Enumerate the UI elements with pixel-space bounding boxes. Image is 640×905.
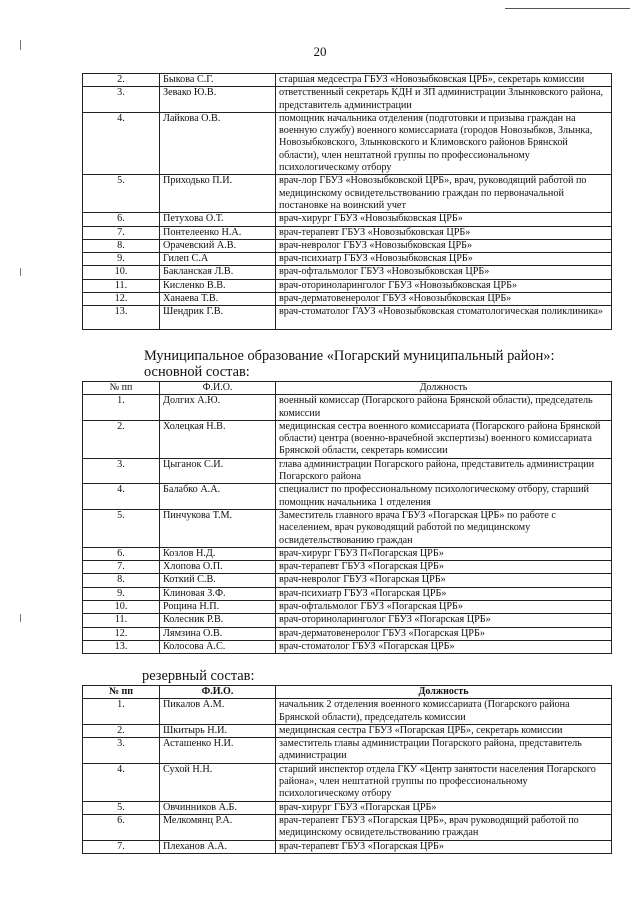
table-row [83, 395, 612, 421]
person-name: Плеханов А.А. [160, 840, 276, 853]
row-number: 8. [83, 239, 160, 252]
row-number: 2. [83, 420, 160, 458]
table-row [83, 840, 612, 853]
table-row [83, 175, 612, 213]
person-position: медицинская сестра военного комиссариата (Погарского района Брянской области) центра (военно-врачебной экспертизы) военного комиссариата Брянской области, секретарь комиссии [276, 420, 612, 458]
person-name: Рощина Н.П. [160, 601, 276, 614]
row-number: 6. [83, 547, 160, 560]
person-position: старшая медсестра ГБУЗ «Новозыбковская ЦРБ», секретарь комиссии [276, 74, 612, 87]
table-row [83, 484, 612, 510]
table-row [83, 801, 612, 814]
header-position: Должность [276, 686, 612, 699]
table-row [83, 74, 612, 87]
person-position: помощник начальника отделения (подготовки и призыва граждан на военную службу) военного комиссариата (городов Новозыбков, Злынка, Новозыбковского, Злынковского и Климовского районов Брянской области), член нештатной группы по профессиональному психологическому отбору [276, 112, 612, 174]
person-name: Зевако Ю.В. [160, 87, 276, 113]
person-name: Гилеп С.А [160, 253, 276, 266]
table-row [83, 738, 612, 764]
row-number: 7. [83, 561, 160, 574]
person-position: врач-оториноларинголог ГБУЗ «Новозыбковская ЦРБ» [276, 279, 612, 292]
table-row [83, 458, 612, 484]
table-header-row [83, 382, 612, 395]
person-name: Бакланская Л.В. [160, 266, 276, 279]
table-row [83, 279, 612, 292]
person-position: врач-дерматовенеролог ГБУЗ «Погарская ЦРБ» [276, 627, 612, 640]
person-position: ответственный секретарь КДН и ЗП администрации Злынковского района, представитель администрации [276, 87, 612, 113]
person-position: врач-психиатр ГБУЗ «Новозыбковская ЦРБ» [276, 253, 612, 266]
table-row [83, 724, 612, 737]
table-row [83, 763, 612, 801]
table-row [83, 587, 612, 600]
person-name: Балабко А.А. [160, 484, 276, 510]
section-subheading: основной состав: [144, 364, 250, 380]
person-name: Ханаева Т.В. [160, 293, 276, 306]
commission-table-continued [82, 73, 612, 330]
row-number: 3. [83, 738, 160, 764]
person-position: старший инспектор отдела ГКУ «Центр занятости населения Погарского района», член нештатной группы по профессиональному психологическому отбору [276, 763, 612, 801]
person-name: Быкова С.Г. [160, 74, 276, 87]
person-position: военный комиссар (Погарского района Брянской области), председатель комиссии [276, 395, 612, 421]
table-header-row [83, 686, 612, 699]
section-heading: Муниципальное образование «Погарский муниципальный район»: [144, 348, 555, 364]
person-name: Кисленко В.В. [160, 279, 276, 292]
person-position: глава администрации Погарского района, представитель администрации Погарского района [276, 458, 612, 484]
row-number: 4. [83, 484, 160, 510]
person-position: врач-хирург ГБУЗ «Погарская ЦРБ» [276, 801, 612, 814]
person-position: врач-оториноларинголог ГБУЗ «Погарская ЦРБ» [276, 614, 612, 627]
person-name: Понтелеенко Н.А. [160, 226, 276, 239]
person-name: Орачевский А.В. [160, 239, 276, 252]
person-name: Лямзина О.В. [160, 627, 276, 640]
row-number: 11. [83, 279, 160, 292]
row-number: 2. [83, 74, 160, 87]
person-position: врач-дерматовенеролог ГБУЗ «Новозыбковская ЦРБ» [276, 293, 612, 306]
header-position: Должность [276, 382, 612, 395]
header-name: Ф.И.О. [160, 382, 276, 395]
person-name: Клиновая З.Ф. [160, 587, 276, 600]
reserve-commission-table [82, 685, 612, 854]
person-name: Мелкомянц Р.А. [160, 814, 276, 840]
person-name: Сухой Н.Н. [160, 763, 276, 801]
reserve-heading: резервный состав: [142, 668, 255, 684]
table-row [83, 306, 612, 330]
row-number: 7. [83, 226, 160, 239]
person-position: специалист по профессиональному психологическому отбору, старший помощник начальника 1 отделения [276, 484, 612, 510]
person-name: Овчинников А.Б. [160, 801, 276, 814]
person-position: врач-стоматолог ГАУЗ «Новозыбковская стоматологическая поликлиника» [276, 306, 612, 330]
person-position: врач-стоматолог ГБУЗ «Погарская ЦРБ» [276, 640, 612, 653]
row-number: 3. [83, 87, 160, 113]
margin-mark [20, 614, 21, 622]
table-row [83, 614, 612, 627]
table-row [83, 226, 612, 239]
row-number: 4. [83, 112, 160, 174]
page-number: 20 [313, 44, 327, 59]
table-row [83, 574, 612, 587]
row-number: 12. [83, 627, 160, 640]
row-number: 6. [83, 213, 160, 226]
header-num: № пп [83, 686, 160, 699]
row-number: 1. [83, 395, 160, 421]
person-name: Долгих А.Ю. [160, 395, 276, 421]
person-name: Холецкая Н.В. [160, 420, 276, 458]
row-number: 4. [83, 763, 160, 801]
person-position: врач-терапевт ГБУЗ «Погарская ЦРБ» [276, 561, 612, 574]
person-position: врач-офтальмолог ГБУЗ «Погарская ЦРБ» [276, 601, 612, 614]
person-name: Колесник Р.В. [160, 614, 276, 627]
person-name: Козлов Н.Д. [160, 547, 276, 560]
person-position: врач-психиатр ГБУЗ «Погарская ЦРБ» [276, 587, 612, 600]
row-number: 10. [83, 601, 160, 614]
table-row [83, 112, 612, 174]
person-position: врач-терапевт ГБУЗ «Новозыбковская ЦРБ» [276, 226, 612, 239]
person-name: Шендрик Г.В. [160, 306, 276, 330]
person-position: начальник 2 отделения военного комиссариата (Погарского района Брянской области), председатель комиссии [276, 699, 612, 725]
header-num: № пп [83, 382, 160, 395]
person-name: Шкитырь Н.И. [160, 724, 276, 737]
person-name: Колосова А.С. [160, 640, 276, 653]
table-row [83, 601, 612, 614]
row-number: 13. [83, 640, 160, 653]
row-number: 7. [83, 840, 160, 853]
row-number: 5. [83, 801, 160, 814]
person-name: Лайкова О.В. [160, 112, 276, 174]
table-row [83, 640, 612, 653]
margin-mark [20, 268, 21, 276]
table-row [83, 699, 612, 725]
row-number: 2. [83, 724, 160, 737]
table-row [83, 561, 612, 574]
table-row [83, 420, 612, 458]
person-name: Коткий С.В. [160, 574, 276, 587]
person-position: Заместитель главного врача ГБУЗ «Погарская ЦРБ» по работе с населением, врач руководящий работой по медицинскому освидетельствованию граждан [276, 509, 612, 547]
table-row [83, 547, 612, 560]
table-row [83, 266, 612, 279]
person-position: врач-лор ГБУЗ «Новозыбковской ЦРБ», врач, руководящий работой по медицинскому освидетельствованию граждан по первоначальной постановке на воинский учет [276, 175, 612, 213]
row-number: 9. [83, 587, 160, 600]
row-number: 5. [83, 175, 160, 213]
person-position: врач-невролог ГБУЗ «Погарская ЦРБ» [276, 574, 612, 587]
row-number: 8. [83, 574, 160, 587]
table-row [83, 87, 612, 113]
person-name: Хлопова О.П. [160, 561, 276, 574]
person-position: врач-офтальмолог ГБУЗ «Новозыбковская ЦРБ» [276, 266, 612, 279]
main-commission-table [82, 381, 612, 654]
person-name: Петухова О.Т. [160, 213, 276, 226]
row-number: 12. [83, 293, 160, 306]
row-number: 5. [83, 509, 160, 547]
table-row [83, 627, 612, 640]
header-name: Ф.И.О. [160, 686, 276, 699]
row-number: 11. [83, 614, 160, 627]
table-row [83, 239, 612, 252]
top-edge-rule [505, 8, 630, 9]
person-name: Пикалов А.М. [160, 699, 276, 725]
row-number: 1. [83, 699, 160, 725]
person-position: медицинская сестра ГБУЗ «Погарская ЦРБ», секретарь комиссии [276, 724, 612, 737]
table-row [83, 814, 612, 840]
row-number: 3. [83, 458, 160, 484]
person-name: Пинчукова Т.М. [160, 509, 276, 547]
person-position: врач-хирург ГБУЗ «Новозыбковская ЦРБ» [276, 213, 612, 226]
person-position: врач-терапевт ГБУЗ «Погарская ЦРБ» [276, 840, 612, 853]
person-name: Приходько П.И. [160, 175, 276, 213]
row-number: 13. [83, 306, 160, 330]
person-position: заместитель главы администрации Погарского района, представитель администрации [276, 738, 612, 764]
person-position: врач-невролог ГБУЗ «Новозыбковская ЦРБ» [276, 239, 612, 252]
person-name: Асташенко Н.И. [160, 738, 276, 764]
table-row [83, 213, 612, 226]
person-name: Цыганок С.И. [160, 458, 276, 484]
table-row [83, 253, 612, 266]
row-number: 6. [83, 814, 160, 840]
table-row [83, 293, 612, 306]
row-number: 10. [83, 266, 160, 279]
person-position: врач-терапевт ГБУЗ «Погарская ЦРБ», врач руководящий работой по медицинскому освидетельствованию граждан [276, 814, 612, 840]
row-number: 9. [83, 253, 160, 266]
table-row [83, 509, 612, 547]
person-position: врач-хирург ГБУЗ П«Погарская ЦРБ» [276, 547, 612, 560]
